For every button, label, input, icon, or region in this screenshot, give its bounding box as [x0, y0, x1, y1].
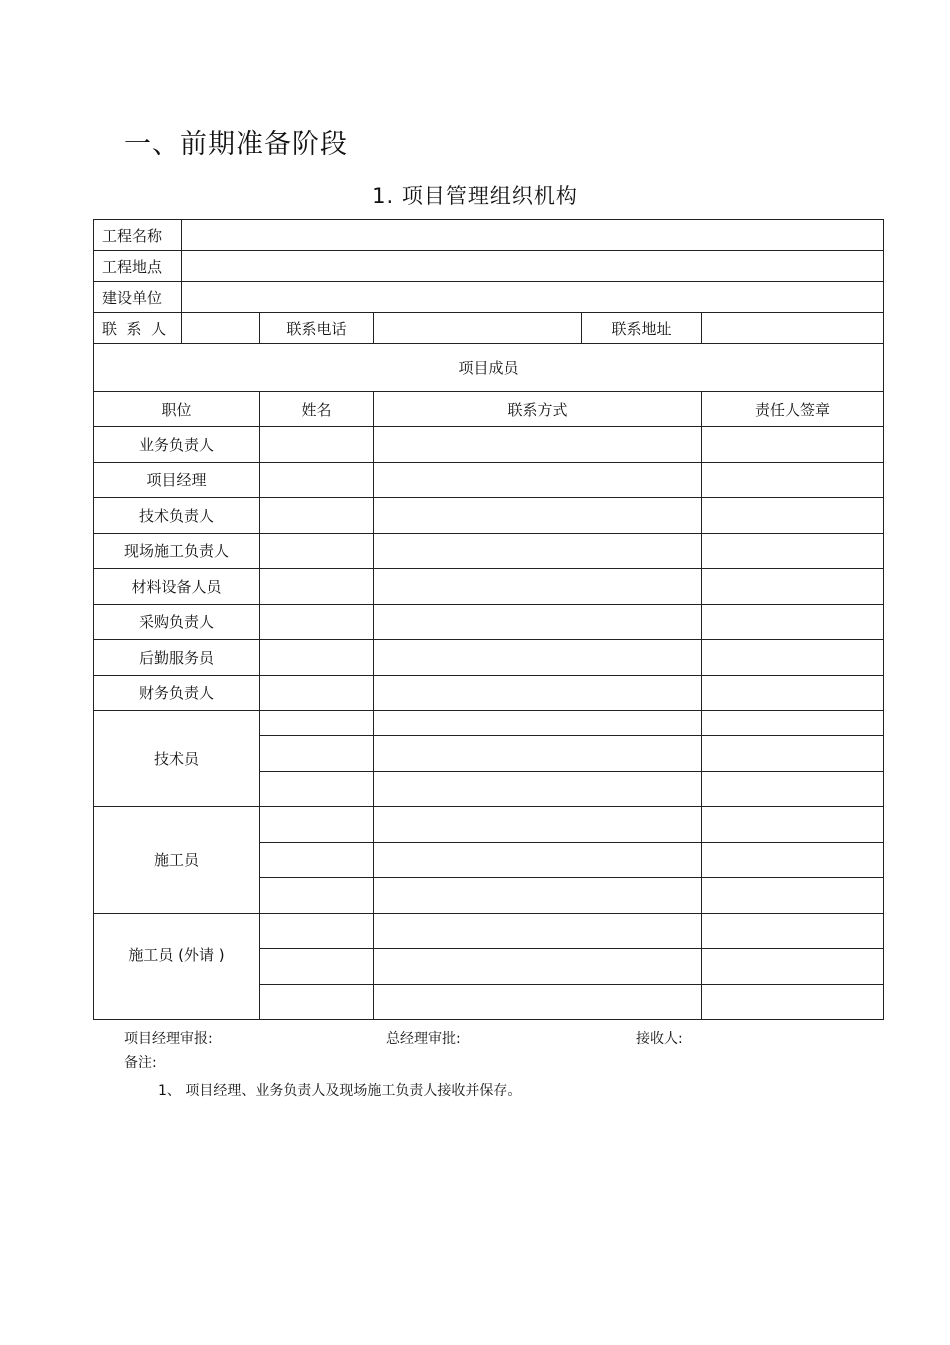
table-row	[94, 462, 884, 498]
role-label: 技术负责人	[94, 498, 260, 534]
role-label: 材料设备人员	[94, 569, 260, 605]
table-row	[94, 533, 884, 569]
name-cell[interactable]	[260, 842, 374, 878]
signature-cell[interactable]	[702, 675, 884, 711]
signature-cell[interactable]	[702, 711, 884, 736]
contact-cell[interactable]	[374, 604, 702, 640]
signature-cell[interactable]	[702, 878, 884, 914]
table-row	[94, 569, 884, 605]
contact-cell[interactable]	[374, 640, 702, 676]
name-cell[interactable]	[260, 711, 374, 736]
role-label: 业务负责人	[94, 427, 260, 463]
table-row	[94, 604, 884, 640]
name-cell[interactable]	[260, 675, 374, 711]
project-name-field[interactable]	[182, 220, 884, 251]
table-row	[94, 427, 884, 463]
group-label: 施工员	[94, 807, 260, 914]
gm-approve-label: 总经理审批:	[386, 1031, 461, 1047]
page-heading: 一、前期准备阶段	[124, 129, 348, 160]
name-cell[interactable]	[260, 498, 374, 534]
role-label: 现场施工负责人	[94, 533, 260, 569]
contact-cell[interactable]	[374, 569, 702, 605]
contact-cell[interactable]	[374, 498, 702, 534]
contact-cell[interactable]	[374, 427, 702, 463]
contact-address-label: 联系地址	[582, 313, 702, 344]
contact-cell[interactable]	[374, 533, 702, 569]
signature-cell[interactable]	[702, 736, 884, 772]
owner-field[interactable]	[182, 282, 884, 313]
name-cell[interactable]	[260, 771, 374, 807]
receiver-label: 接收人:	[636, 1031, 683, 1047]
contact-cell[interactable]	[374, 878, 702, 914]
contact-phone-field[interactable]	[374, 313, 582, 344]
signature-cell[interactable]	[702, 462, 884, 498]
remarks-label: 备注:	[124, 1055, 157, 1071]
role-label: 采购负责人	[94, 604, 260, 640]
name-cell[interactable]	[260, 533, 374, 569]
signature-cell[interactable]	[702, 807, 884, 843]
contact-cell[interactable]	[374, 771, 702, 807]
owner-label: 建设单位	[94, 282, 182, 313]
column-header-contact: 联系方式	[374, 392, 702, 427]
contact-cell[interactable]	[374, 949, 702, 985]
contact-cell[interactable]	[374, 736, 702, 772]
contact-cell[interactable]	[374, 984, 702, 1020]
org-structure-table	[93, 219, 884, 1020]
signature-cell[interactable]	[702, 604, 884, 640]
project-name-row	[94, 220, 884, 251]
signature-cell[interactable]	[702, 842, 884, 878]
name-cell[interactable]	[260, 604, 374, 640]
name-cell[interactable]	[260, 949, 374, 985]
contact-cell[interactable]	[374, 913, 702, 949]
pm-review-label: 项目经理审报:	[124, 1031, 213, 1047]
contact-cell[interactable]	[374, 462, 702, 498]
contact-row	[94, 313, 884, 344]
contact-cell[interactable]	[374, 711, 702, 736]
contact-phone-label: 联系电话	[260, 313, 374, 344]
contact-person-field[interactable]	[182, 313, 260, 344]
contact-person-label: 联 系 人	[94, 313, 182, 344]
project-name-label: 工程名称	[94, 220, 182, 251]
column-header-position: 职位	[94, 392, 260, 427]
remarks-note: 1、 项目经理、业务负责人及现场施工负责人接收并保存。	[158, 1083, 522, 1099]
project-site-row	[94, 251, 884, 282]
signature-cell[interactable]	[702, 533, 884, 569]
column-header-row	[94, 392, 884, 427]
group-label: 施工员 (外请 )	[94, 913, 260, 1020]
name-cell[interactable]	[260, 878, 374, 914]
column-header-name: 姓名	[260, 392, 374, 427]
name-cell[interactable]	[260, 807, 374, 843]
signature-cell[interactable]	[702, 427, 884, 463]
members-section-label: 项目成员	[94, 344, 884, 392]
name-cell[interactable]	[260, 462, 374, 498]
project-site-field[interactable]	[182, 251, 884, 282]
owner-row	[94, 282, 884, 313]
signature-cell[interactable]	[702, 640, 884, 676]
table-row	[94, 711, 884, 736]
signature-cell[interactable]	[702, 498, 884, 534]
role-label: 财务负责人	[94, 675, 260, 711]
table-row	[94, 913, 884, 949]
role-label: 后勤服务员	[94, 640, 260, 676]
table-title: 1. 项目管理组织机构	[372, 184, 578, 208]
name-cell[interactable]	[260, 640, 374, 676]
signature-cell[interactable]	[702, 949, 884, 985]
table-row	[94, 640, 884, 676]
column-header-signature: 责任人签章	[702, 392, 884, 427]
name-cell[interactable]	[260, 984, 374, 1020]
project-site-label: 工程地点	[94, 251, 182, 282]
members-section-row	[94, 344, 884, 392]
signature-cell[interactable]	[702, 771, 884, 807]
signature-cell[interactable]	[702, 984, 884, 1020]
contact-cell[interactable]	[374, 842, 702, 878]
role-label: 项目经理	[94, 462, 260, 498]
name-cell[interactable]	[260, 569, 374, 605]
signature-cell[interactable]	[702, 913, 884, 949]
table-row	[94, 675, 884, 711]
table-row	[94, 807, 884, 843]
name-cell[interactable]	[260, 427, 374, 463]
contact-cell[interactable]	[374, 807, 702, 843]
table-row	[94, 498, 884, 534]
name-cell[interactable]	[260, 913, 374, 949]
contact-cell[interactable]	[374, 675, 702, 711]
contact-address-field[interactable]	[702, 313, 884, 344]
signature-cell[interactable]	[702, 569, 884, 605]
name-cell[interactable]	[260, 736, 374, 772]
group-label: 技术员	[94, 711, 260, 807]
